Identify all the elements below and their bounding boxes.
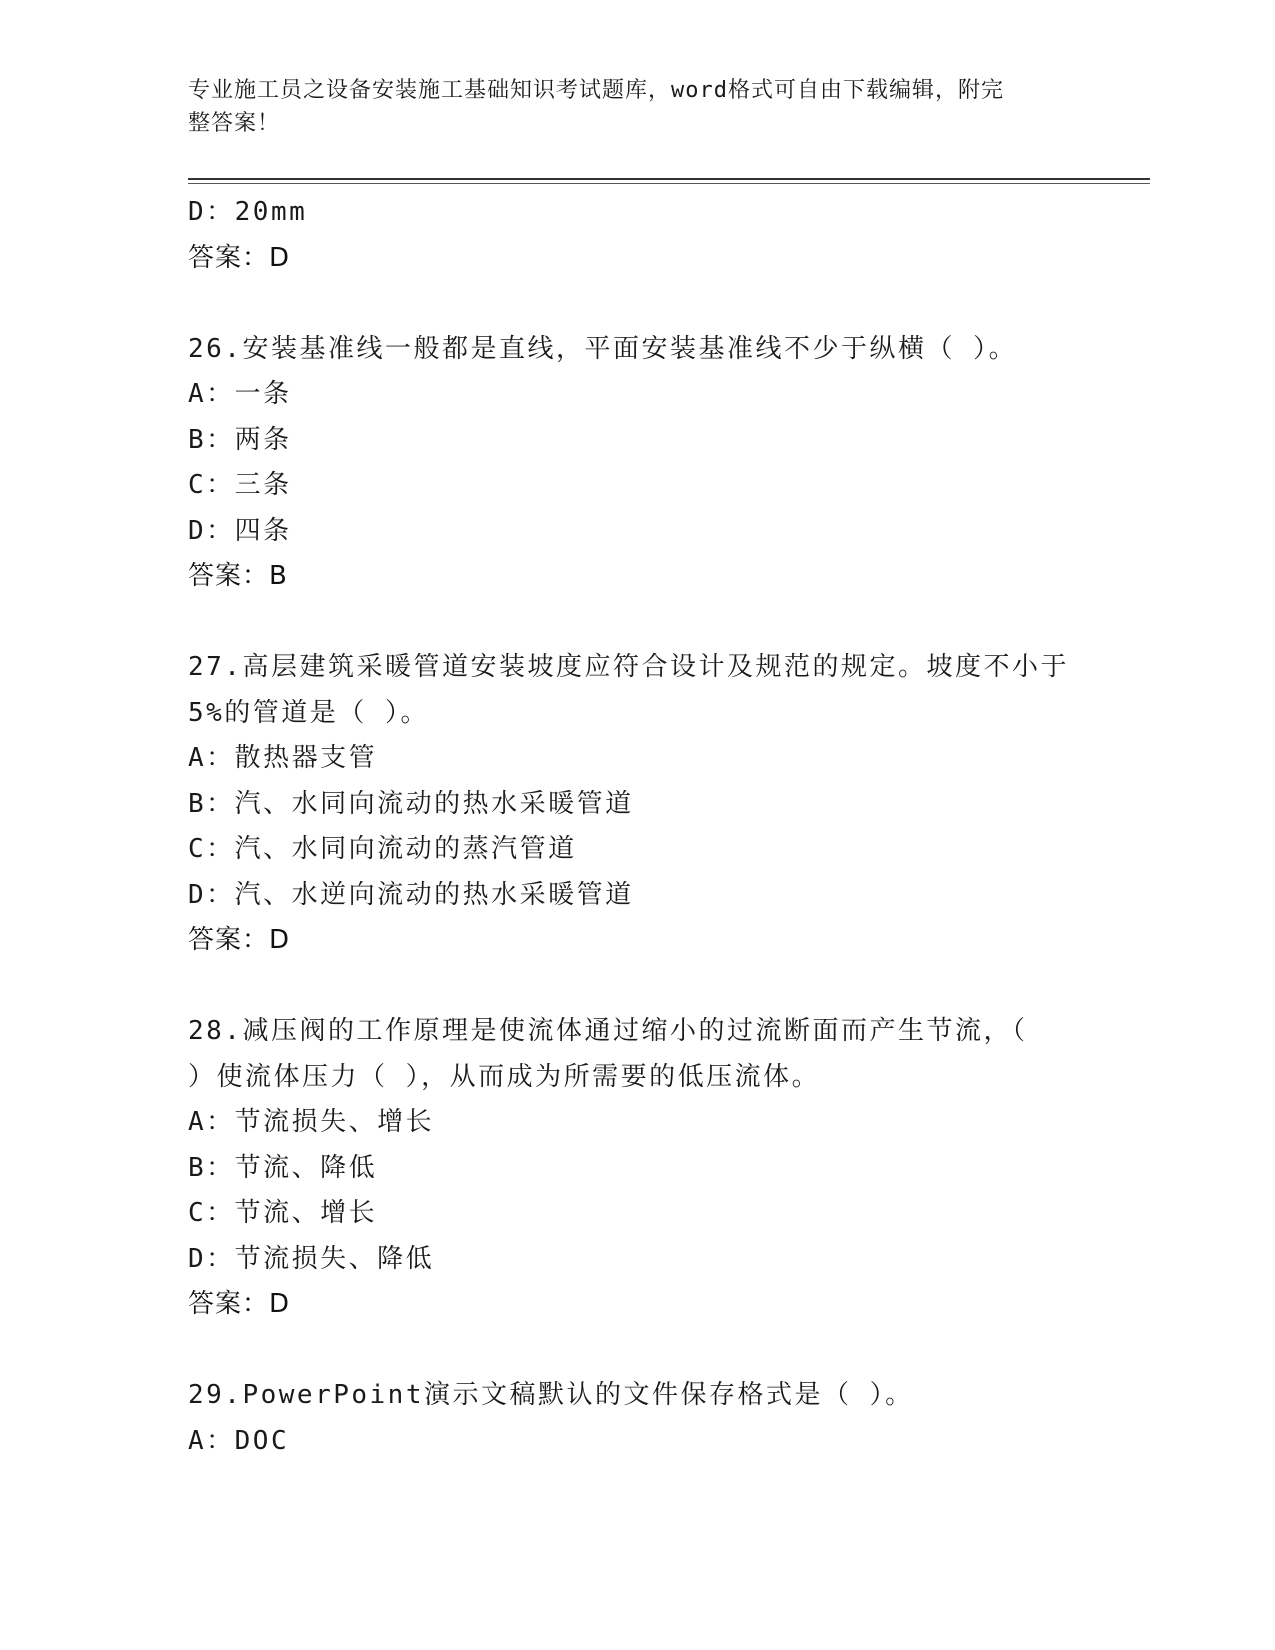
question-stem-line: 5%的管道是（ ）。 (188, 697, 429, 728)
option-d: D：汽、水逆向流动的热水采暖管道 (188, 879, 634, 910)
question-29 (188, 1373, 1088, 1464)
answer: 答案：D (188, 1289, 291, 1319)
document-header (188, 74, 1088, 140)
spacer (188, 1328, 1088, 1374)
option-b: B：两条 (188, 424, 292, 455)
header-line-1: 专业施工员之设备安装施工基础知识考试题库，word格式可自由下载编辑，附完 (188, 78, 1004, 103)
question-stem-line: ）使流体压力（ ），从而成为所需要的低压流体。 (188, 1061, 821, 1092)
question-stem-line: 26.安装基准线一般都是直线，平面安装基准线不少于纵横（ ）。 (188, 333, 1018, 364)
header-divider-thin (188, 183, 1150, 184)
option-c: C：三条 (188, 470, 292, 500)
question-stem-line: 28.减压阀的工作原理是使流体通过缩小的过流断面而产生节流，（ (188, 1016, 1028, 1046)
option-a: A：节流损失、增长 (188, 1107, 435, 1137)
option-a: A：DOC (188, 1425, 290, 1456)
question-27 (188, 645, 1088, 964)
question-26 (188, 327, 1088, 600)
option-c: C：节流、增长 (188, 1198, 378, 1228)
header-divider-thick (188, 178, 1150, 180)
option-d: D：节流损失、降低 (188, 1243, 435, 1274)
spacer (188, 964, 1088, 1010)
option-d: D：四条 (188, 515, 292, 546)
option-b: B：汽、水同向流动的热水采暖管道 (188, 788, 634, 819)
header-line-2: 整答案！ (188, 111, 281, 136)
question-stem-line: 29.PowerPoint演示文稿默认的文件保存格式是（ ）。 (188, 1380, 914, 1410)
question-content (188, 190, 1088, 1464)
spacer (188, 281, 1088, 327)
question-stem-line: 27.高层建筑采暖管道安装坡度应符合设计及规范的规定。坡度不小于 (188, 652, 1069, 682)
question-28 (188, 1009, 1088, 1328)
option-b: B：节流、降低 (188, 1152, 378, 1183)
spacer (188, 600, 1088, 646)
answer: 答案：B (188, 561, 288, 591)
option-a: A：散热器支管 (188, 743, 378, 773)
carryover-option-d: D：20mm (188, 197, 308, 227)
carryover-answer: 答案：D (188, 242, 291, 273)
option-c: C：汽、水同向流动的蒸汽管道 (188, 834, 577, 864)
answer: 答案：D (188, 925, 291, 955)
option-a: A：一条 (188, 379, 292, 409)
